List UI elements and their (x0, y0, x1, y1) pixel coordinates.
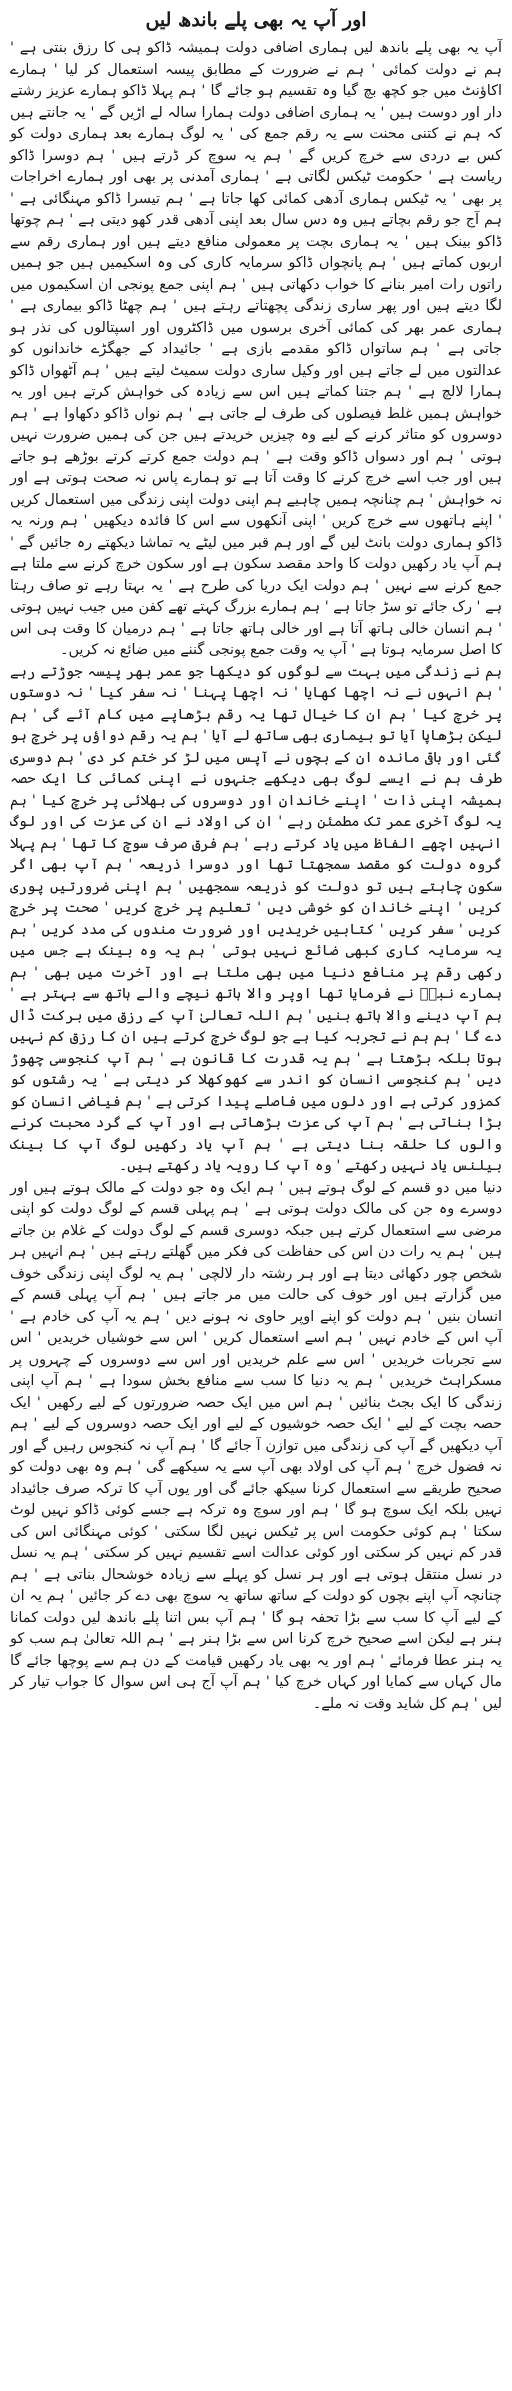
article-paragraph: دنیا میں دو قسم کے لوگ ہوتے ہیں ' ہم ایک وہ جو دولت کے مالک ہوتے ہیں اور دوسرے وہ جن کی مالک دولت ہوتی ہے ' ہم پہلی قسم کے لوگ دولت کو اپنی مرضی سے استعمال کرتے ہیں جبکہ دوسری قسم کے لوگ دولت کے غلام بن جاتے ہیں ' ہم یہ رات دن اس کی حفاظت کی فکر میں گھلتے رہتے ہیں ' ہم انہیں ہر شخص چور دکھائی دیتا ہے اور ہر رشتہ دار لالچی ' ہم یہ لوگ اپنی زندگی خوف میں گزارتے ہیں اور خوف کی حالت میں مر جاتے ہیں ' ہم آپ پہلی قسم کے انسان بنیں ' ہم دولت کو اپنے اوپر حاوی نہ ہونے دیں ' ہم یہ آپ کی خادم ہے ' آپ اس کے خادم نہیں ' ہم اسے استعمال کریں ' اس سے خوشیاں خریدیں ' اس سے تجربات خریدیں ' اس سے علم خریدیں اور اس سے دوسروں کے چہروں پر مسکراہٹ خریدیں ' ہم یہ دنیا کا سب سے منافع بخش سودا ہے ' ہم آپ اپنی زندگی کا ایک بجٹ بنائیں ' ہم اس میں ایک حصہ ضرورتوں کے لیے رکھیں ' ایک حصہ بچت کے لیے ' ایک حصہ خوشیوں کے لیے اور ایک حصہ دوسروں کے لیے ' ہم آپ دیکھیں گے آپ کی زندگی میں توازن آ جائے گا ' ہم آپ نہ کنجوس رہیں گے اور نہ فضول خرچ ' ہم آپ کی اولاد بھی آپ سے یہ سیکھے گی ' ہم وہ بھی دولت کو صحیح طریقے سے استعمال کرنا سیکھ جائے گی اور یوں آپ کا ترکہ صرف جائیداد نہیں بلکہ ایک سوچ ہو گا ' ہم اور سوچ وہ ترکہ ہے جسے کوئی ڈاکو نہیں لوٹ سکتا ' ہم کوئی حکومت اس پر ٹیکس نہیں لگا سکتی ' کوئی مہنگائی اس کی قدر کم نہیں کر سکتی اور کوئی عدالت اسے تقسیم نہیں کر سکتی ' ہم یہ نسل در نسل منتقل ہوتی ہے اور ہر نسل کو پہلے سے زیادہ خوشحال بناتی ہے ' ہم چنانچہ آپ اپنے بچوں کو دولت کے ساتھ ساتھ یہ سوچ بھی دے کر جائیں ' ہم یہ ان کے لیے آپ کا سب سے بڑا تحفہ ہو گا ' ہم آپ بس اتنا پلے باندھ لیں دولت کمانا ہنر ہے لیکن اسے صحیح خرچ کرنا اس سے بڑا ہنر ہے ' ہم اللہ تعالیٰ ہم سب کو یہ ہنر عطا فرمائے ' ہم اور یہ بھی یاد رکھیں قیامت کے دن ہم سے پوچھا جائے گا مال کہاں سے کمایا اور کہاں خرچ کیا ' ہم آپ آج ہی اس سوال کا جواب تیار کر لیں ' ہم کل شاید وقت نہ ملے۔ (10, 1179, 502, 1712)
article-paragraph: آپ یہ بھی پلے باندھ لیں ہماری اضافی دولت ہمیشہ ڈاکو ہی کا رزق بنتی ہے ' ہم نے دولت کمائی ' ہم نے ضرورت کے مطابق پیسہ استعمال کر لیا ' ہمارے اکاؤنٹ میں جو کچھ بچ گیا وہ تقسیم ہو جائے گا ' ہم پہلا ڈاکو ہمارے عزیز رشتے دار اور دوست ہیں ' یہ ہماری اضافی دولت ہمارا سالہ لے اڑیں گے ' یہ جانتے ہیں کہ ہم نے کتنی محنت سے یہ رقم جمع کی ' یہ لوگ ہمارے بعد ہماری دولت کو کس بے دردی سے خرچ کریں گے ' ہم یہ سوچ کر ڈرتے ہیں ' ہم دوسرا ڈاکو ریاست ہے ' حکومت ٹیکس لگاتی ہے ' ہماری آمدنی پر بھی اور ہمارے اخراجات پر بھی ' یہ ٹیکس ہماری آدھی کمائی کھا جاتا ہے ' ہم تیسرا ڈاکو مہنگائی ہے ' ہم آج جو رقم بچاتے ہیں وہ دس سال بعد اپنی آدھی قدر کھو دیتی ہے ' ہم چوتھا ڈاکو بینک ہیں ' یہ ہماری بچت پر معمولی منافع دیتے ہیں اور ہماری رقم سے اربوں کماتے ہیں ' ہم پانچواں ڈاکو سرمایہ کاری کی وہ اسکیمیں ہیں جو ہمیں راتوں رات امیر بنانے کا خواب دکھاتی ہیں ' ہم اپنی جمع پونجی ان اسکیموں میں لگا دیتے ہیں اور پھر ساری زندگی پچھتاتے رہتے ہیں ' ہم چھٹا ڈاکو بیماری ہے ' ہماری عمر بھر کی کمائی آخری برسوں میں ڈاکٹروں اور اسپتالوں کی نذر ہو جاتی ہے ' ہم ساتواں ڈاکو مقدمے بازی ہے ' جائیداد کے جھگڑے خاندانوں کو عدالتوں میں لے جاتے ہیں اور وکیل ساری دولت سمیٹ لیتے ہیں ' ہم آٹھواں ڈاکو ہمارا لالچ ہے ' ہم جتنا کماتے ہیں اس سے زیادہ کی خواہش کرتے ہیں اور یہ خواہش ہمیں غلط فیصلوں کی طرف لے جاتی ہے ' ہم نواں ڈاکو دکھاوا ہے ' ہم دوسروں کو متاثر کرنے کے لیے وہ چیزیں خریدتے ہیں جن کی ہمیں ضرورت نہیں ہوتی ' ہم اور دسواں ڈاکو وقت ہے ' ہم دولت جمع کرتے کرتے بوڑھے ہو جاتے ہیں اور جب اسے خرچ کرنے کا وقت آتا ہے تو ہمارے پاس نہ صحت ہوتی ہے اور نہ خواہش ' ہم چنانچہ ہمیں چاہیے ہم اپنی دولت اپنی زندگی میں استعمال کریں ' اپنے ہاتھوں سے خرچ کریں ' اپنی آنکھوں سے اس کا فائدہ دیکھیں ' ہم ورنہ یہ ڈاکو ہماری دولت بانٹ لیں گے اور ہم قبر میں لیٹے یہ تماشا دیکھتے رہ جائیں گے ' ہم آپ یاد رکھیں دولت کا واحد مقصد سکون ہے اور سکون خرچ کرنے سے ملتا ہے جمع کرنے سے نہیں ' ہم دولت ایک دریا کی طرح ہے ' یہ بہتا رہے تو صاف رہتا ہے ' رک جائے تو سڑ جاتا ہے ' ہم ہمارے بزرگ کہتے تھے کفن میں جیب نہیں ہوتی ' ہم انسان خالی ہاتھ آتا ہے اور خالی ہاتھ جاتا ہے ' ہم درمیان کا وقت ہی اس کا اصل سرمایہ ہوتا ہے ' آپ یہ وقت جمع پونجی گننے میں ضائع نہ کریں۔ (10, 40, 502, 658)
article-headline: اور آپ یہ بھی پلے باندھ لیں (145, 9, 367, 31)
article-body (10, 38, 502, 1715)
article-paragraph: ہم نے زندگی میں بہت سے لوگوں کو دیکھا جو عمر بھر پیسہ جوڑتے رہے ' ہم انہوں نے نہ اچھا کھایا ' نہ اچھا پہنا ' نہ سفر کیا ' نہ دوستوں پر خرچ کیا ' ہم ان کا خیال تھا یہ رقم بڑھاپے میں کام آئے گی ' ہم لیکن بڑھاپا آیا تو بیماری بھی ساتھ لے آیا ' ہم یہ رقم دواؤں پر خرچ ہو گئی اور باقی ماندہ ان کے بچوں نے آپس میں لڑ کر ختم کر دی ' ہم دوسری طرف ہم نے ایسے لوگ بھی دیکھے جنہوں نے اپنی کمائی کا ایک حصہ ہمیشہ اپنی ذات ' اپنے خاندان اور دوسروں کی بھلائی پر خرچ کیا ' ہم یہ لوگ آخری عمر تک مطمئن رہے ' ان کی اولاد نے ان کی عزت کی اور لوگ انہیں اچھے الفاظ میں یاد کرتے رہے ' ہم فرق صرف سوچ کا تھا ' ہم پہلا گروہ دولت کو مقصد سمجھتا تھا اور دوسرا ذریعہ ' ہم آپ بھی اگر سکون چاہتے ہیں تو دولت کو ذریعہ سمجھیں ' ہم اپنی ضرورتیں پوری کریں ' اپنے خاندان کو خوشی دیں ' تعلیم پر خرچ کریں ' صحت پر خرچ کریں ' سفر کریں ' کتابیں خریدیں اور ضرورت مندوں کی مدد کریں ' ہم یہ سرمایہ کاری کبھی ضائع نہیں ہوتی ' ہم یہ وہ بینک ہے جس میں رکھی رقم پر منافع دنیا میں بھی ملتا ہے اور آخرت میں بھی ' ہم ہمارے نبیؐ نے فرمایا تھا اوپر والا ہاتھ نیچے والے ہاتھ سے بہتر ہے ' ہم آپ دینے والا ہاتھ بنیں ' ہم اللہ تعالیٰ آپ کے رزق میں برکت ڈال دے گا ' ہم ہم نے تجربہ کیا ہے جو لوگ خرچ کرتے ہیں ان کا رزق کم نہیں ہوتا بلکہ بڑھتا ہے ' ہم یہ قدرت کا قانون ہے ' ہم آپ کنجوسی چھوڑ دیں ' ہم کنجوسی انسان کو اندر سے کھوکھلا کر دیتی ہے ' یہ رشتوں کو کمزور کرتی ہے اور دلوں میں فاصلے پیدا کرتی ہے ' ہم فیاضی انسان کو بڑا بناتی ہے ' ہم آپ کی عزت بڑھاتی ہے اور آپ کے گرد محبت کرنے والوں کا حلقہ بنا دیتی ہے ' ہم آپ یاد رکھیں لوگ آپ کا بینک بیلنس یاد نہیں رکھتے ' وہ آپ کا رویہ یاد رکھتے ہیں۔ (10, 663, 502, 1174)
